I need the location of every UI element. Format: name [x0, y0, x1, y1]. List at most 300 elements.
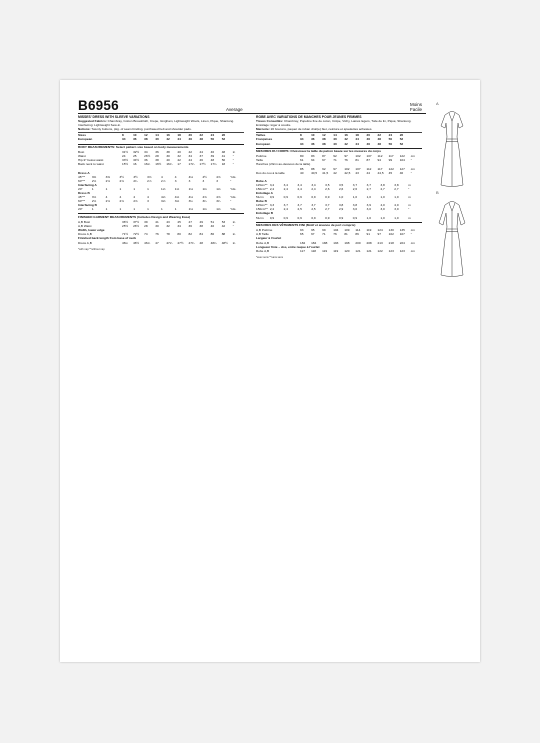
length-row-cell: 121 [355, 248, 361, 253]
european-size-row-cell: 52 [399, 141, 404, 146]
body-measure-row-label: Taille [256, 158, 264, 163]
body-measure-row-cell: 39 [210, 154, 215, 159]
size-row-cell: 16 [166, 133, 177, 138]
body-measure-row-cell: 42 [333, 170, 337, 175]
yardage-row-cell: 1 [119, 207, 122, 212]
yardage-row-cell: 1,0 [380, 195, 385, 200]
size-row-cell: 12 [144, 133, 155, 138]
yardage-row-cell: " [230, 199, 232, 204]
yardage-row-label: 51cm [256, 195, 264, 200]
yardage-row-cell: 0,9 [269, 215, 275, 220]
length-row-cell: 123 [399, 248, 405, 253]
length-heading-text: Finished back length from base of neck [78, 236, 137, 241]
body-measure-row-cell: 42 [177, 158, 181, 163]
body-measure-row-label: Dos du cou à la taille [256, 170, 285, 175]
yardage-view-heading-text: Entoilage A [256, 191, 273, 195]
yardage-row-cell: m [408, 215, 411, 220]
size-row-cell: 18 [177, 133, 188, 138]
body-measure-row-cell: 42 [188, 150, 192, 155]
european-size-row-cell: 40 [155, 137, 159, 142]
finished-measure-row-cell: 41 [155, 220, 159, 225]
body-measurements-table-fr [256, 154, 422, 174]
yardage-row-cell: 2,4 [269, 207, 275, 212]
size-row-cell: 20 [366, 133, 377, 138]
finished-measure-row-cell: 95 [311, 228, 315, 233]
notions-label: Notions: [78, 127, 91, 132]
body-measure-row-cell: 97 [333, 166, 337, 171]
finished-measure-row-cell: in. [232, 220, 237, 225]
finished-measurements-heading-fr: MESURES DES VÊTEMENTS FINI (Motif et aisance de port compris) [256, 222, 422, 228]
body-measure-row-cell: 17¾ [210, 162, 217, 167]
body-measure-row-cell: 122 [399, 154, 405, 159]
finished-measure-row-cell: 34 [177, 224, 181, 229]
size-table [78, 132, 244, 141]
length-row [256, 249, 422, 253]
yardage-row-cell: 3,7 [311, 203, 316, 208]
length-row-cell: 46¾ [144, 240, 151, 245]
yardage-row-cell: 4½ [202, 174, 207, 179]
width-row-cell: 224 [399, 240, 405, 245]
difficulty-label-en: Average [226, 107, 243, 112]
yardage-row [256, 216, 422, 220]
yardage-row-cell: 3,8 [352, 203, 358, 208]
fabrics-label-fr: Tissus Conseillés: [256, 119, 284, 124]
yardage-row-cell: 0,9 [352, 215, 358, 220]
yardage-row-cell: 2,4 [311, 186, 316, 191]
finished-measure-row-cell: 135 [399, 228, 405, 233]
yardage-row-label: 150cm** [256, 186, 268, 191]
finished-measure-row-cell: 49 [199, 220, 203, 225]
size-row-cell: 26 [222, 133, 233, 138]
length-heading-text: Longueur finie – dos, entre nuque à l'ourlet [256, 244, 320, 249]
finished-measure-row-cell: 114 [355, 228, 361, 233]
body-measure-row-cell: 107 [355, 166, 361, 171]
body-measure-row-cell: 46 [199, 158, 203, 163]
length-row-cell: 47 [155, 240, 159, 245]
european-size-row-cell: 40 [333, 141, 337, 146]
european-size-row-cell: 50 [210, 137, 215, 142]
finished-measure-row-label: A,B Taille [256, 232, 269, 237]
body-measure-row-cell: 81 [355, 158, 359, 163]
width-row-cell: 184 [311, 240, 317, 245]
fabrics-paragraph [78, 119, 244, 127]
body-measure-row-cell: 102 [355, 154, 361, 159]
yardage-row-cell: 0,9 [297, 195, 302, 200]
yardage-table [78, 171, 244, 212]
body-measure-row-cell: 92 [333, 154, 337, 159]
yardage-row-cell: 3 [188, 178, 191, 183]
size-row-cell: 14 [155, 133, 166, 138]
body-measure-row-cell: 122 [388, 166, 394, 171]
body-measure-row-cell: 117 [388, 154, 394, 159]
dress-a-illustration [441, 112, 463, 187]
body-measure-row-label: Hanches (23cm au-dessous de la taille) [256, 162, 311, 167]
european-row [78, 137, 244, 141]
body-measure-row-cell: " [232, 158, 234, 163]
yardage-row-cell: 3⅛ [174, 199, 180, 204]
yardage-row-cell: 3,4 [297, 182, 302, 187]
nap-footnote: *with nap **without nap [78, 247, 105, 251]
yardage-row-cell: 3,5 [338, 182, 344, 187]
yardage-row-cell: 4⅛ [160, 195, 166, 200]
yardage-row-cell: 1⅛ [174, 186, 180, 191]
body-measure-row-label: Waist [78, 154, 86, 159]
yardage-row-cell: 0,9 [269, 195, 275, 200]
body-measure-row-cell: 44 [199, 150, 203, 155]
body-measure-row-cell: 17½ [199, 162, 206, 167]
body-measure-row-cell: cm [410, 166, 415, 171]
body-measure-row-cell: 26½ [144, 154, 151, 159]
body-measure-row-cell: 41,5 [322, 170, 329, 175]
yardage-row-cell: " [408, 207, 410, 212]
yardage-row-cell: 4 [147, 195, 149, 200]
notions-label-fr: Mercerie: [256, 127, 270, 132]
yardage-row-cell: 1⅛ [188, 207, 193, 212]
finished-measure-row-cell: 25½ [122, 224, 129, 229]
length-row-cell: 119 [322, 248, 328, 253]
body-measure-row-cell: 18 [221, 162, 226, 167]
width-row-cell: 208 [366, 240, 372, 245]
width-row-cell: 88 [221, 232, 226, 237]
length-row-cell: 48½ [221, 240, 228, 245]
body-measure-row-cell: " [410, 170, 412, 175]
length-row-cell: cm [410, 248, 415, 253]
finished-measure-row-cell: 65 [300, 232, 304, 237]
european-size-row-cell: 34 [122, 137, 126, 142]
yardage-row-cell: 1 [91, 186, 94, 191]
body-measure-row-cell: 112 [377, 154, 383, 159]
yardage-row-cell: 3,5 [325, 182, 330, 187]
finished-measure-row-cell: 102 [388, 232, 394, 237]
body-measure-row-cell: " [232, 162, 234, 167]
width-row-cell: 188 [322, 240, 328, 245]
body-measure-row-cell: 44,5 [377, 170, 384, 175]
finished-measure-row-cell: 109 [344, 228, 350, 233]
yardage-row-cell: 2,5 [311, 207, 316, 212]
body-measure-row-cell: 36 [144, 158, 148, 163]
yardage-row-cell: 3,0 [394, 207, 399, 212]
yardage-row-cell: 3⅜ [91, 174, 97, 179]
european-size-row-cell: 36 [311, 141, 315, 146]
body-measure-row-cell: 15½ [122, 162, 129, 167]
french-size-row-cell: 48 [377, 137, 381, 142]
nap-footnote-fr: *avec sens **sans sens [256, 255, 284, 259]
yardage-row-cell: 3,7 [366, 182, 371, 187]
finished-measure-row-cell: 39 [144, 220, 148, 225]
finished-measure-row-cell: 36½ [122, 220, 129, 225]
yardage-row-cell: 2,4 [283, 186, 288, 191]
finished-measurements-table-fr [256, 228, 422, 253]
yardage-row-cell: 2,4 [269, 186, 275, 191]
finished-measure-row-cell: 86 [355, 232, 359, 237]
body-measure-row-cell: 38 [166, 150, 170, 155]
yardage-row-cell: 3,0 [352, 207, 358, 212]
yardage-view-heading-text: Robe A [256, 178, 267, 183]
yardage-row-label: 60"** [78, 199, 85, 204]
body-measure-row-cell: 32½ [133, 150, 140, 155]
width-row-cell: 74 [144, 232, 148, 237]
yardage-row-cell: 1,0 [352, 195, 358, 200]
yardage-row-cell: 4⅛ [174, 195, 180, 200]
body-measurements-table [78, 150, 244, 166]
finished-measure-row-cell: 47 [188, 220, 192, 225]
finished-measure-row-cell: 97 [377, 232, 381, 237]
body-measure-row-cell: 104 [399, 158, 405, 163]
yardage-row-cell: 3 [216, 178, 219, 183]
yardage-row-cell: " [230, 178, 232, 183]
pattern-instruction-sheet [60, 80, 480, 662]
width-row-cell: 200 [355, 240, 361, 245]
finished-measure-row-cell: 30 [155, 224, 159, 229]
yardage-view-heading-text: Dress A [78, 170, 90, 175]
yardage-row-cell: m [408, 195, 411, 200]
yardage-row-cell: 4⅝ [216, 195, 221, 200]
size-row-cell: 12 [322, 133, 333, 138]
yardage-table-fr [256, 179, 422, 220]
body-measure-row-cell: in [232, 150, 236, 155]
width-row-cell: 86 [210, 232, 215, 237]
size-row-cell: 8 [122, 133, 133, 138]
yardage-row-cell: m [408, 203, 411, 208]
yardage-row-cell: 1 [160, 207, 163, 212]
finished-measure-row-cell: " [232, 224, 234, 229]
body-measure-row-cell: 40,5 [311, 170, 318, 175]
yardage-row-cell: 2⅝ [119, 199, 124, 204]
yardage-row-cell: 1 [147, 186, 149, 191]
finished-measure-row-cell: 107 [399, 232, 405, 237]
yardage-row-cell: 3⅛ [160, 199, 166, 204]
length-row-cell: 117 [300, 248, 305, 253]
yardage-row-label: 45"** [78, 174, 85, 179]
yardage-row-cell: 2⅝ [91, 199, 97, 204]
yardage-row-cell: 3,7 [283, 203, 288, 208]
yardage-row-cell: 2,9 [338, 207, 344, 212]
yardage-row-cell: 1 [133, 207, 136, 212]
finished-measure-row-cell: 40 [210, 224, 215, 229]
size-row-cell: 26 [400, 133, 411, 138]
finished-measure-row-label: A,B Waist [78, 224, 92, 229]
yardage-row-cell: 1,0 [366, 215, 371, 220]
european-size-row-unit [411, 142, 422, 146]
body-measure-row-cell: 43 [355, 170, 359, 175]
dress-illustrations [432, 101, 472, 301]
yardage-row-cell: 3 [147, 199, 149, 204]
yardage-row-label: 150cm** [256, 207, 268, 212]
body-measure-row-cell: 117 [377, 166, 383, 171]
european-size-row-cell: 44 [355, 141, 359, 146]
body-measure-row-cell: 37 [199, 154, 203, 159]
body-measure-row-cell: 87 [366, 158, 370, 163]
notions-paragraph [78, 127, 244, 131]
yardage-row-cell: 4⅛ [188, 195, 193, 200]
body-measure-row-cell: 24 [122, 154, 126, 159]
yardage-row-cell: 1,0 [366, 195, 371, 200]
pattern-number: B6956 [78, 98, 119, 113]
french-size-row-cell: 34 [300, 137, 304, 142]
yardage-row-cell: 2,7 [366, 186, 371, 191]
yardage-row-cell: 1,0 [338, 195, 344, 200]
length-row-label: Robe A,B [256, 248, 270, 253]
yardage-row-cell: 2,6 [338, 186, 344, 191]
finished-measure-row-cell: 71 [322, 232, 326, 237]
finished-measure-row-cell: 37½ [133, 220, 140, 225]
width-heading-text: Width, lower edge [78, 228, 105, 233]
size-row-cell: 10 [311, 133, 322, 138]
yardage-row-label: 20" [78, 186, 83, 191]
body-measure-row-cell: 33½ [122, 158, 129, 163]
length-row-cell: 48¼ [210, 240, 217, 245]
finished-measure-row-cell: 42 [221, 224, 226, 229]
width-row-cell: cm [410, 240, 415, 245]
fabrics-text: Chambray, Cotton Broadcloth, Crepe, Gingham, Lightweight Wools, Linen, Pique, Shantung. Interfacing: Lightweight Sew-in. [78, 119, 235, 128]
length-row-cell: in. [232, 240, 237, 245]
body-measure-row-cell: 50 [221, 158, 226, 163]
body-measure-row-cell: 94 [377, 158, 381, 163]
size-row-cell: 10 [133, 133, 144, 138]
yardage-row-cell: 3,4 [283, 182, 288, 187]
european-size-row-cell: 44 [177, 137, 181, 142]
yardage-row-label: 45"** [78, 195, 85, 200]
finished-measure-row-cell: 93 [300, 228, 304, 233]
yardage-row-cell: 1⅛ [216, 186, 221, 191]
french-size-row-cell: 44 [355, 137, 359, 142]
yardage-row-cell: 4 [160, 174, 163, 179]
body-measure-row-cell: 85 [300, 166, 304, 171]
yardage-row-cell: 3,4 [269, 182, 275, 187]
body-measure-row-cell: 25 [133, 154, 137, 159]
french-size-row-cell: 50 [388, 137, 393, 142]
yardage-row-label: 115cm** [256, 182, 268, 187]
view-a-label: A [436, 101, 439, 106]
yardage-row-cell: 4⅝ [202, 195, 207, 200]
body-measure-row-cell: 40 [166, 158, 170, 163]
body-measure-row-label: Poitrine [256, 154, 267, 159]
garment-title-fr: ROBE AVEC VARIATIONS DE MANCHES POUR JEUNES FEMMES [256, 115, 362, 119]
european-size-row-cell: 42 [166, 137, 170, 142]
length-row-cell: 123 [388, 248, 394, 253]
english-column [78, 115, 244, 252]
length-row [78, 241, 244, 245]
yardage-row-cell: 3¼ [202, 199, 207, 204]
yardage-row-cell: 3,0 [366, 207, 371, 212]
yardage-row-cell: Yds. [230, 195, 237, 200]
fabrics-label: Suggested Fabrics: [78, 119, 107, 124]
body-measure-row-cell: " [232, 154, 234, 159]
yardage-row-cell: 3½ [119, 174, 124, 179]
yardage-row-cell: 3 [202, 178, 205, 183]
yardage-row-cell: 3,7 [297, 203, 302, 208]
yardage-row-cell: 1 [147, 207, 149, 212]
yardage-row-cell: 1 [105, 186, 108, 191]
body-measure-row-cell: 102 [344, 166, 350, 171]
body-measure-row-label: Back neck to waist [78, 162, 104, 167]
length-row-cell: 118 [311, 248, 317, 253]
yardage-row-cell: 3,7 [325, 203, 330, 208]
finished-measurements-table [78, 220, 244, 245]
yardage-row-cell: m [408, 182, 411, 187]
body-measure-row-cell: 76 [344, 158, 348, 163]
yardage-row-cell: 2,7 [380, 186, 385, 191]
body-measure-row-cell: 80 [300, 154, 304, 159]
body-measure-row-cell: 71 [333, 158, 337, 163]
yardage-row-cell: 2,4 [297, 186, 302, 191]
width-row-cell: 198 [344, 240, 350, 245]
yardage-row-cell: 3¼ [188, 199, 193, 204]
yardage-row-label: 60"** [78, 178, 85, 183]
european-size-row-cell: 46 [188, 137, 192, 142]
body-measure-row-cell: 83 [311, 154, 315, 159]
yardage-row-cell: 4⅛ [188, 174, 193, 179]
length-row-cell: 121 [366, 248, 372, 253]
notions-paragraph-fr [256, 127, 422, 131]
body-measure-row-cell: " [410, 158, 412, 163]
body-measure-row-cell: 17 [177, 162, 181, 167]
yardage-row-cell: Yds. [230, 207, 237, 212]
yardage-row-cell: 1,0 [394, 195, 399, 200]
european-size-row-cell: 46 [366, 141, 370, 146]
body-measure-row-cell: 107 [366, 154, 372, 159]
yardage-view-heading-text: Interfacing B [78, 203, 97, 208]
european-size-row-cell: 36 [133, 137, 137, 142]
width-heading-text: Largeur à l'ourlet [256, 236, 282, 241]
yardage-row-cell: 3¼ [216, 199, 221, 204]
yardage-row-cell: 3⅜ [105, 174, 110, 179]
yardage-row-cell: 2,7 [394, 186, 399, 191]
notions-text: Twenty buttons, pkg. of seam binding, purchased belt and shoulder pads. [91, 127, 192, 132]
body-measure-row-cell: 99 [388, 158, 393, 163]
yardage-row-cell: 3,9 [366, 203, 371, 208]
yardage-row-cell: 0,9 [325, 215, 330, 220]
yardage-row-cell: 1 [91, 207, 94, 212]
finished-measure-row-label: A,B Poitrine [256, 228, 273, 233]
length-row-cell: 46½ [133, 240, 140, 245]
size-row-cell: 22 [200, 133, 211, 138]
body-measure-row-cell: 34½ [133, 158, 140, 163]
yardage-row-label: 20" [78, 207, 83, 212]
yardage-row-cell: 2,6 [352, 186, 358, 191]
length-row-cell: 48 [199, 240, 203, 245]
yardage-row-cell: 0,9 [283, 215, 288, 220]
yardage-row-cell: 2,6 [325, 186, 330, 191]
yardage-row-cell: 4 [174, 174, 177, 179]
body-measure-row-cell: 36 [155, 150, 159, 155]
body-measure-row-cell: 34 [188, 154, 192, 159]
yardage-row-cell: 0,9 [338, 215, 344, 220]
size-row-label: Sizes [78, 133, 122, 138]
width-row-cell: 213 [377, 240, 383, 245]
yardage-row-cell: 0,9 [311, 215, 316, 220]
body-measure-row-cell: 34 [144, 150, 148, 155]
length-row-label: Dress A,B [78, 240, 92, 245]
finished-measure-row-cell: 67 [311, 232, 315, 237]
yardage-row-cell: 2,4 [283, 207, 288, 212]
finished-measure-row-cell: 38 [199, 224, 203, 229]
body-measure-row-cell: 87 [322, 154, 326, 159]
finished-measure-row-cell: 124 [377, 228, 383, 233]
body-measure-row-cell: 92 [322, 166, 326, 171]
width-row-cell: 193 [333, 240, 339, 245]
finished-measure-row-cell: 28 [144, 224, 148, 229]
finished-measure-row-cell: " [410, 232, 412, 237]
body-measure-row-label: Bust [78, 150, 85, 155]
fabrics-text-fr: Chambray, Popeline fine de coton, Crêpe, Vichy, Lainés légers, Toile de lin, Piqué, Shantung. Entoilage: léger à coudre. [256, 119, 412, 128]
body-measure-row-cell: 48 [221, 150, 226, 155]
size-table-fr [256, 132, 422, 145]
finished-measure-row-cell: 81 [344, 232, 348, 237]
yardage-row-cell: 3,3 [269, 203, 275, 208]
european-size-row-cell: 50 [388, 141, 393, 146]
french-size-row-cell: 42 [344, 137, 348, 142]
